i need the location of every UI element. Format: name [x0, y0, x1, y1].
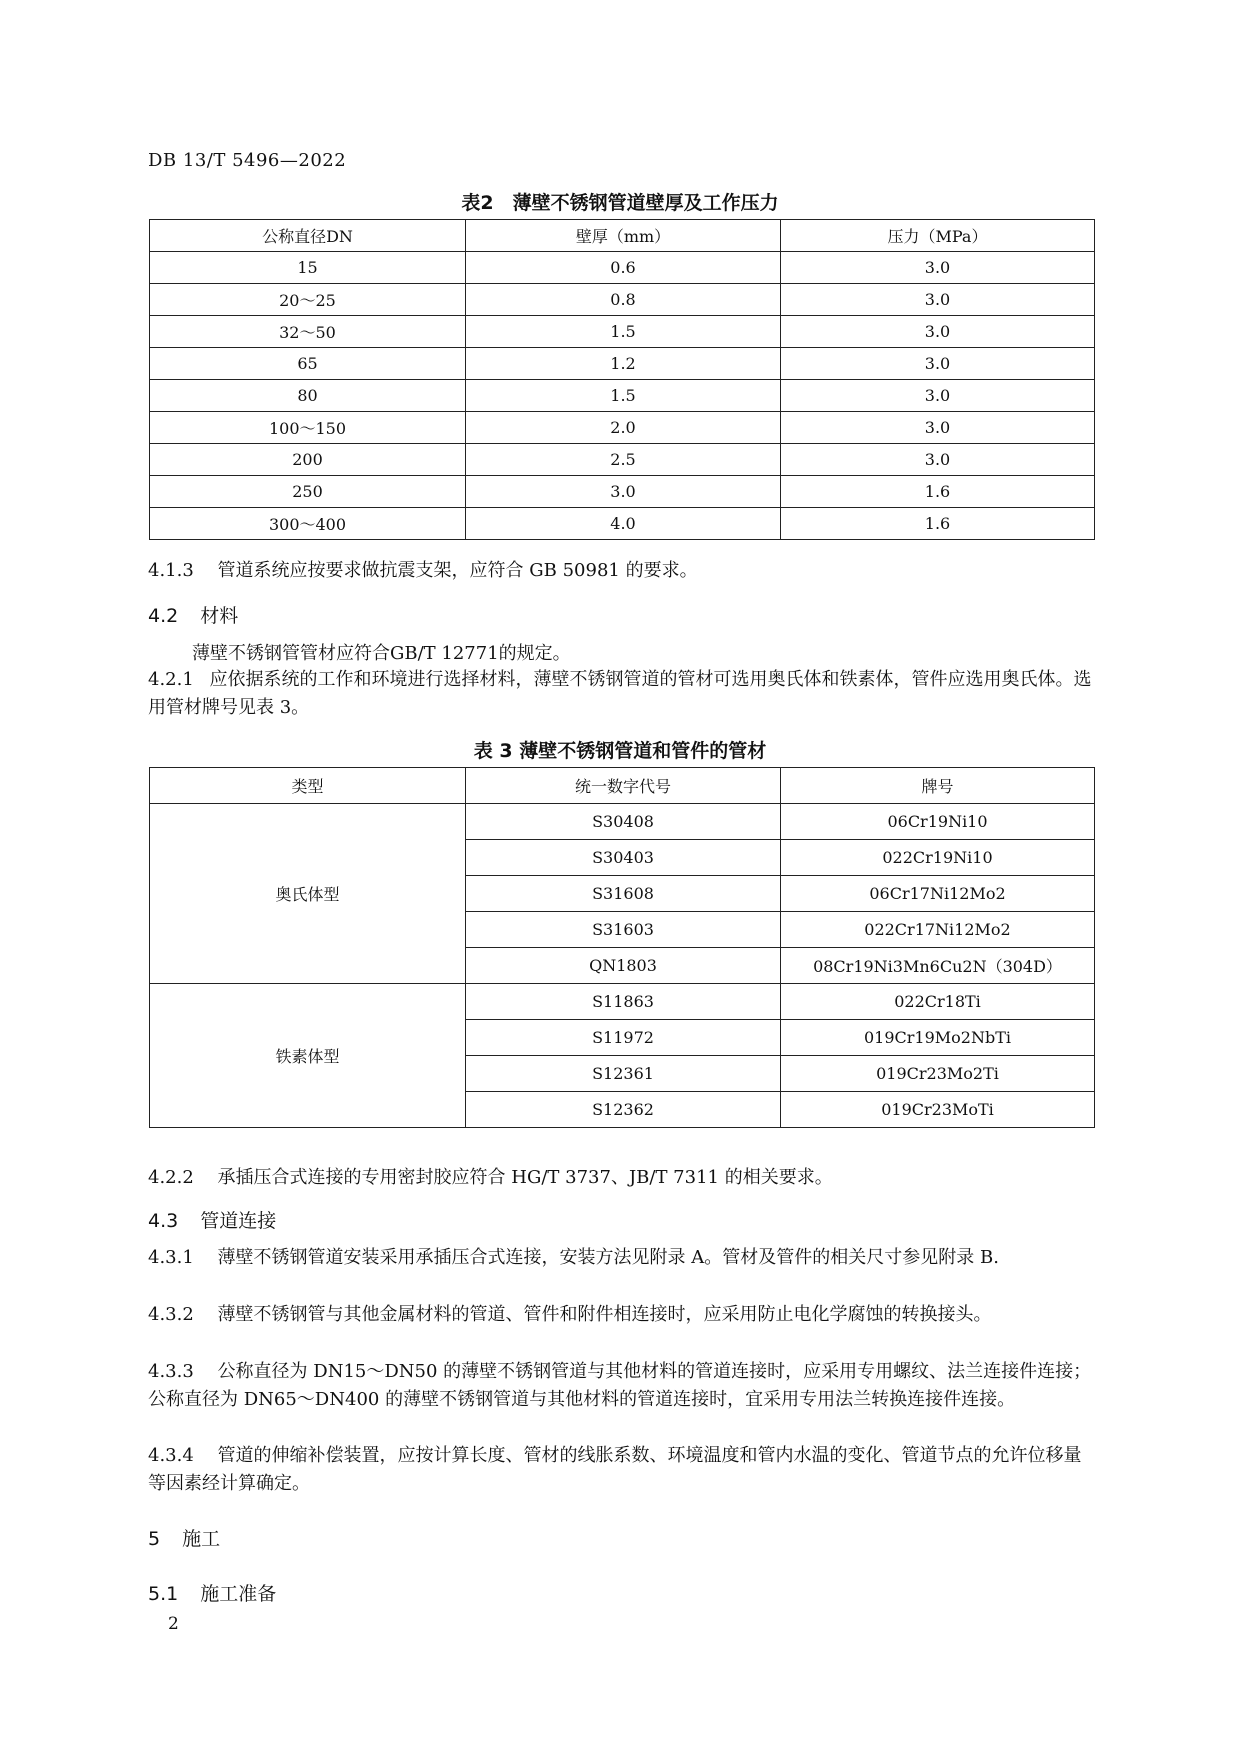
- table-cell: 019Cr19Mo2NbTi: [781, 1020, 1095, 1056]
- table-cell: 3.0: [781, 380, 1095, 412]
- clause-number: 4.3.3: [148, 1361, 194, 1382]
- table-cell: 200: [150, 444, 466, 476]
- table-cell: 022Cr18Ti: [781, 984, 1095, 1020]
- clause-4-3-3: [148, 1358, 1094, 1414]
- document-code: DB 13/T 5496—2022: [148, 150, 347, 171]
- type-group-cell: 铁素体型: [150, 984, 466, 1128]
- clause-4-2-1: [148, 666, 1094, 722]
- table2: [149, 219, 1095, 540]
- clause-number: 4.2.1: [148, 669, 194, 690]
- clause-4-3-4: [148, 1442, 1094, 1498]
- page-number: 2: [168, 1614, 179, 1634]
- table-cell: 1.5: [466, 380, 781, 412]
- table-cell: S12361: [466, 1056, 781, 1092]
- table-row: [150, 348, 1095, 380]
- table-cell: 80: [150, 380, 466, 412]
- table-cell: 1.6: [781, 476, 1095, 508]
- section-heading-4-2: [148, 601, 238, 628]
- table3-col-header: 统一数字代号: [466, 768, 781, 804]
- table-cell: 1.6: [781, 508, 1095, 540]
- table-row: [150, 444, 1095, 476]
- table-row: [150, 284, 1095, 316]
- clause-text: 承插压合式连接的专用密封胶应符合 HG/T 3737、JB/T 7311 的相关要求。: [217, 1167, 833, 1188]
- table-cell: 4.0: [466, 508, 781, 540]
- clause-number: 4.3.2: [148, 1304, 194, 1325]
- table-row: [150, 380, 1095, 412]
- table-cell: 2.5: [466, 444, 781, 476]
- clause-text: 公称直径为 DN15～DN50 的薄壁不锈钢管道与其他材料的管道连接时，应采用专用螺纹、法兰连接件连接；公称直径为 DN65～DN400 的薄壁不锈钢管道与其他材料的管道连接时，宜采用专用法兰转换连接件连接。: [148, 1361, 1092, 1410]
- table-cell: 06Cr17Ni12Mo2: [781, 876, 1095, 912]
- table-cell: S12362: [466, 1092, 781, 1128]
- table-cell: 3.0: [781, 412, 1095, 444]
- section-title: 施工准备: [200, 1583, 277, 1605]
- type-group-cell: 奥氏体型: [150, 804, 466, 984]
- table-cell: 1.2: [466, 348, 781, 380]
- table-cell: 08Cr19Ni3Mn6Cu2N（304D）: [781, 948, 1095, 984]
- table2-caption: 表2 薄壁不锈钢管道壁厚及工作压力: [461, 192, 779, 214]
- table-cell: 019Cr23MoTi: [781, 1092, 1095, 1128]
- table-row: [150, 412, 1095, 444]
- table-cell: 65: [150, 348, 466, 380]
- clause-number: 4.2.2: [148, 1167, 194, 1188]
- table-cell: QN1803: [466, 948, 781, 984]
- table2-header-row: [150, 220, 1095, 252]
- table-row: [150, 252, 1095, 284]
- clause-text: 管道的伸缩补偿装置，应按计算长度、管材的线胀系数、环境温度和管内水温的变化、管道节点的允许位移量等因素经计算确定。: [148, 1445, 1082, 1494]
- table-row: [150, 804, 1095, 840]
- table-cell: 20～25: [150, 284, 466, 316]
- section-number: 5: [148, 1528, 161, 1550]
- table-cell: S11972: [466, 1020, 781, 1056]
- clause-4-2-2: [148, 1164, 1094, 1192]
- table3-col-header: 牌号: [781, 768, 1095, 804]
- table3: [149, 767, 1095, 1128]
- table-cell: S31603: [466, 912, 781, 948]
- table2-col-header: 壁厚（mm）: [466, 220, 781, 252]
- section-title: 管道连接: [200, 1210, 277, 1232]
- section-4-2-body: 薄壁不锈钢管管材应符合GB/T 12771的规定。: [192, 643, 571, 664]
- table3-col-header: 类型: [150, 768, 466, 804]
- section-number: 4.3: [148, 1210, 179, 1232]
- table-cell: 3.0: [781, 444, 1095, 476]
- table-cell: S31608: [466, 876, 781, 912]
- section-heading-5-1: [148, 1579, 276, 1606]
- section-number: 4.2: [148, 605, 179, 627]
- section-title: 材料: [200, 605, 239, 627]
- section-title: 施工: [182, 1528, 221, 1550]
- table-cell: 3.0: [781, 316, 1095, 348]
- table-cell: 32～50: [150, 316, 466, 348]
- clause-4-3-2: [148, 1301, 1094, 1329]
- table-cell: 2.0: [466, 412, 781, 444]
- table-cell: S30403: [466, 840, 781, 876]
- table-cell: 06Cr19Ni10: [781, 804, 1095, 840]
- table-row: [150, 508, 1095, 540]
- table-cell: 3.0: [781, 252, 1095, 284]
- clause-text: 应依据系统的工作和环境进行选择材料，薄壁不锈钢管道的管材可选用奥氏体和铁素体，管件应选用奥氏体。选用管材牌号见表 3。: [148, 669, 1092, 718]
- table-cell: 0.8: [466, 284, 781, 316]
- clause-number: 4.1.3: [148, 560, 194, 581]
- table-cell: 300～400: [150, 508, 466, 540]
- table-row: [150, 316, 1095, 348]
- table-cell: 3.0: [781, 284, 1095, 316]
- table-cell: S11863: [466, 984, 781, 1020]
- table-cell: 022Cr17Ni12Mo2: [781, 912, 1095, 948]
- table-cell: 3.0: [781, 348, 1095, 380]
- clause-4-1-3: [148, 557, 1094, 585]
- table2-col-header: 压力（MPa）: [781, 220, 1095, 252]
- clause-number: 4.3.1: [148, 1247, 194, 1268]
- clause-text: 薄壁不锈钢管与其他金属材料的管道、管件和附件相连接时，应采用防止电化学腐蚀的转换接头。: [217, 1304, 992, 1325]
- section-heading-5: [148, 1524, 220, 1551]
- table-cell: 1.5: [466, 316, 781, 348]
- table-cell: 250: [150, 476, 466, 508]
- table-cell: S30408: [466, 804, 781, 840]
- table3-header-row: [150, 768, 1095, 804]
- section-heading-4-3: [148, 1206, 276, 1233]
- clause-text: 管道系统应按要求做抗震支架，应符合 GB 50981 的要求。: [217, 560, 698, 581]
- table-cell: 019Cr23Mo2Ti: [781, 1056, 1095, 1092]
- table-row: [150, 476, 1095, 508]
- table-cell: 0.6: [466, 252, 781, 284]
- table-cell: 15: [150, 252, 466, 284]
- clause-text: 薄壁不锈钢管道安装采用承插压合式连接，安装方法见附录 A。管材及管件的相关尺寸参见附录 B.: [217, 1247, 999, 1268]
- table-cell: 100～150: [150, 412, 466, 444]
- table-row: [150, 984, 1095, 1020]
- clause-number: 4.3.4: [148, 1445, 194, 1466]
- table-cell: 022Cr19Ni10: [781, 840, 1095, 876]
- clause-4-3-1: [148, 1244, 1094, 1272]
- table-cell: 3.0: [466, 476, 781, 508]
- section-number: 5.1: [148, 1583, 179, 1605]
- table3-caption: 表 3 薄壁不锈钢管道和管件的管材: [473, 740, 767, 762]
- table2-col-header: 公称直径DN: [150, 220, 466, 252]
